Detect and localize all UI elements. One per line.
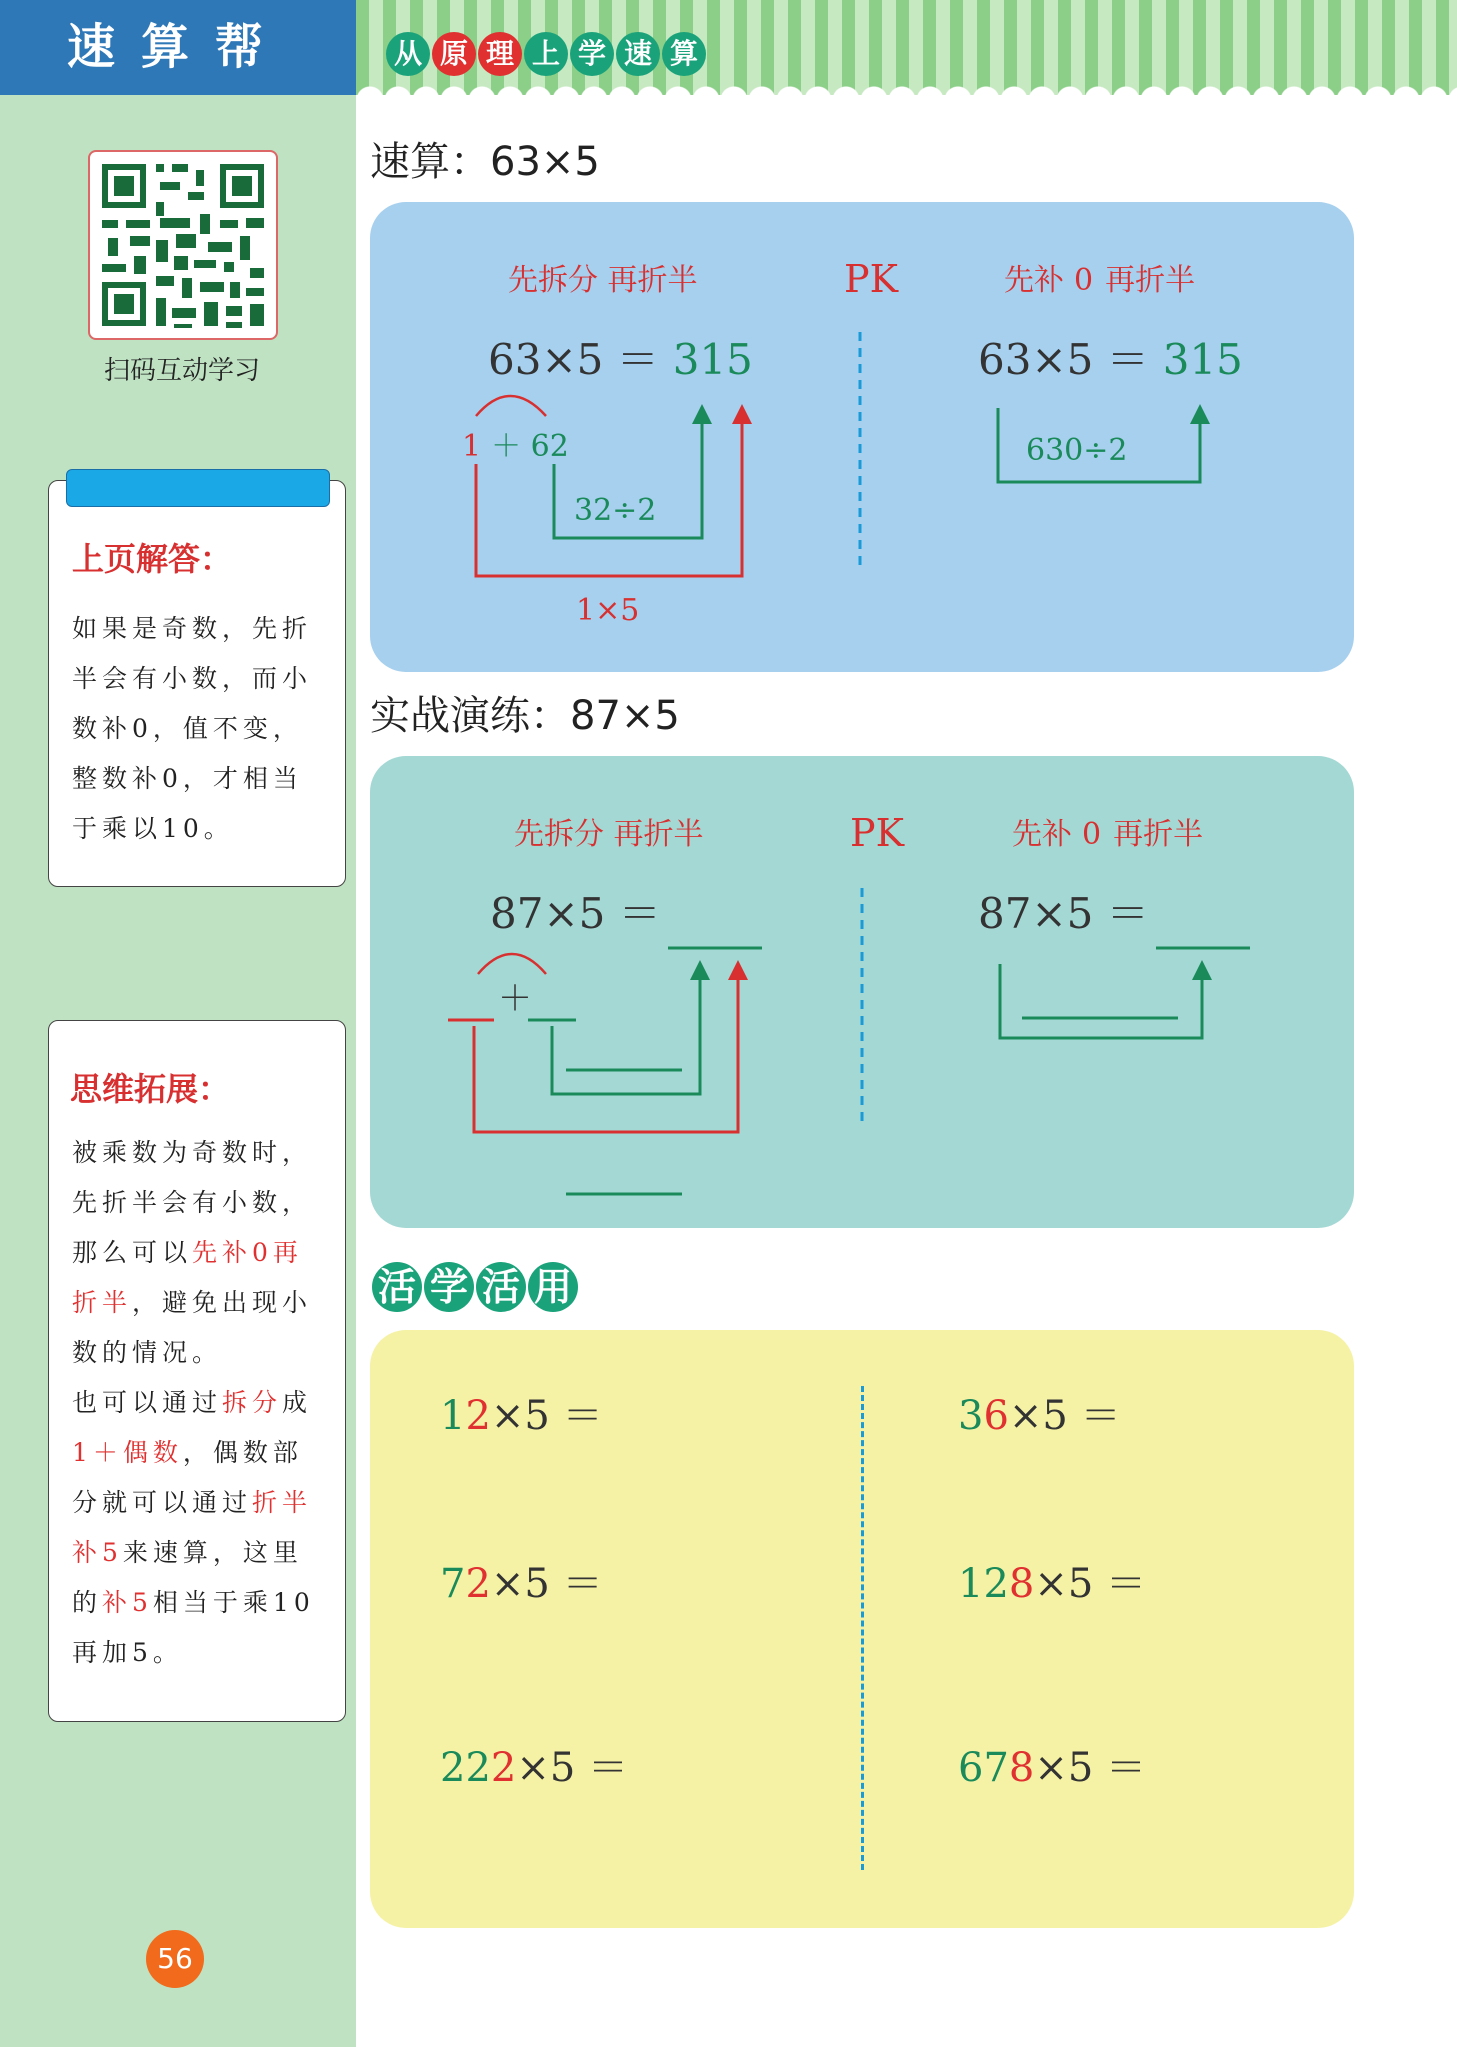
s1-left-equation: 63×5 ＝ 315 — [488, 335, 753, 384]
section1-diagram — [370, 202, 1354, 672]
answer-line: 半会有小数，而小 — [72, 664, 313, 693]
exercise-item: 128×5 ＝ — [958, 1561, 1147, 1607]
s2-right-path — [1000, 964, 1202, 1038]
think-line: 数的情况。 — [72, 1338, 223, 1367]
slogan-char: 从 — [386, 32, 430, 76]
s1-half-label: 32÷2 — [574, 493, 657, 528]
qr-code[interactable] — [88, 150, 278, 340]
s1-pk: PK — [844, 257, 898, 301]
think-line: 那么可以先补0再 — [72, 1238, 303, 1267]
answer-card-text — [72, 604, 342, 854]
s2-half-path — [552, 966, 700, 1094]
s1-times-arrow-icon — [732, 404, 752, 424]
s2-plus: ＋ — [498, 979, 532, 1019]
s1-right-half-label: 630÷2 — [1026, 433, 1128, 468]
answer-card-title: 上页解答： — [72, 540, 233, 578]
section3-title — [372, 1262, 578, 1312]
s1-left-title: 先拆分 再折半 — [508, 263, 698, 298]
title-char: 用 — [528, 1262, 578, 1312]
s1-right-title: 先补 0 再折半 — [1004, 263, 1196, 298]
qr-label: 扫码互动学习 — [103, 356, 260, 386]
s2-half-arrow-icon — [690, 960, 710, 980]
title-char: 活 — [372, 1262, 422, 1312]
s1-split: 1 ＋ 62 — [462, 429, 569, 464]
s2-left-equation: 87×5 ＝ — [490, 889, 661, 938]
think-card-title: 思维拓展： — [70, 1070, 231, 1108]
page-number: 56 — [146, 1930, 204, 1988]
qr-code-icon — [90, 152, 276, 338]
section3-divider — [861, 1386, 864, 1870]
answer-line: 数补0，值不变， — [72, 714, 303, 743]
think-line: 补5来速算，这里 — [72, 1538, 303, 1567]
slogan-char: 算 — [662, 32, 706, 76]
banner-scallop-edge — [356, 78, 1457, 100]
answer-card-tab — [66, 469, 330, 507]
exercise-item: 72×5 ＝ — [440, 1561, 603, 1607]
answer-line: 如果是奇数，先折 — [72, 614, 313, 643]
think-line: 分就可以通过折半 — [72, 1488, 313, 1517]
s2-left-title: 先拆分 再折半 — [514, 817, 704, 852]
think-line: 1＋偶数，偶数部 — [72, 1438, 303, 1467]
title-char: 学 — [424, 1262, 474, 1312]
think-card-text — [72, 1128, 342, 1678]
s1-split-arc — [476, 396, 546, 416]
think-line: 再加5。 — [72, 1638, 183, 1667]
exercise-item: 36×5 ＝ — [958, 1393, 1121, 1439]
brand-title: 速算帮 — [0, 0, 356, 95]
s2-split-arc — [478, 954, 546, 974]
s1-times-label: 1×5 — [576, 593, 640, 628]
s1-half-arrow-icon — [692, 404, 712, 424]
s2-times-arrow-icon — [728, 960, 748, 980]
slogan-char: 理 — [478, 32, 522, 76]
slogan-char: 学 — [570, 32, 614, 76]
think-line: 的补5相当于乘10 — [72, 1588, 315, 1617]
banner-slogan — [386, 32, 706, 80]
slogan-char: 上 — [524, 32, 568, 76]
exercise-item: 222×5 ＝ — [440, 1745, 629, 1791]
section2-diagram — [370, 756, 1354, 1228]
s2-pk: PK — [850, 811, 904, 855]
section1-heading: 速算：63×5 — [370, 139, 600, 185]
s1-right-equation: 63×5 ＝ 315 — [978, 335, 1243, 384]
slogan-char: 速 — [616, 32, 660, 76]
s2-right-arrow-icon — [1192, 960, 1212, 980]
s2-right-title: 先补 0 再折半 — [1012, 817, 1204, 852]
think-line: 先折半会有小数， — [72, 1188, 313, 1217]
exercise-item: 678×5 ＝ — [958, 1745, 1147, 1791]
think-line: 折半，避免出现小 — [72, 1288, 313, 1317]
title-char: 活 — [476, 1262, 526, 1312]
s2-right-equation: 87×5 ＝ — [978, 889, 1149, 938]
s1-right-arrow-icon — [1190, 404, 1210, 424]
think-line: 也可以通过拆分成 — [72, 1388, 313, 1417]
exercise-item: 12×5 ＝ — [440, 1393, 603, 1439]
answer-line: 于乘以10。 — [72, 814, 234, 843]
slogan-char: 原 — [432, 32, 476, 76]
think-line: 被乘数为奇数时， — [72, 1138, 313, 1167]
section2-heading: 实战演练：87×5 — [370, 693, 680, 739]
answer-line: 整数补0，才相当 — [72, 764, 303, 793]
